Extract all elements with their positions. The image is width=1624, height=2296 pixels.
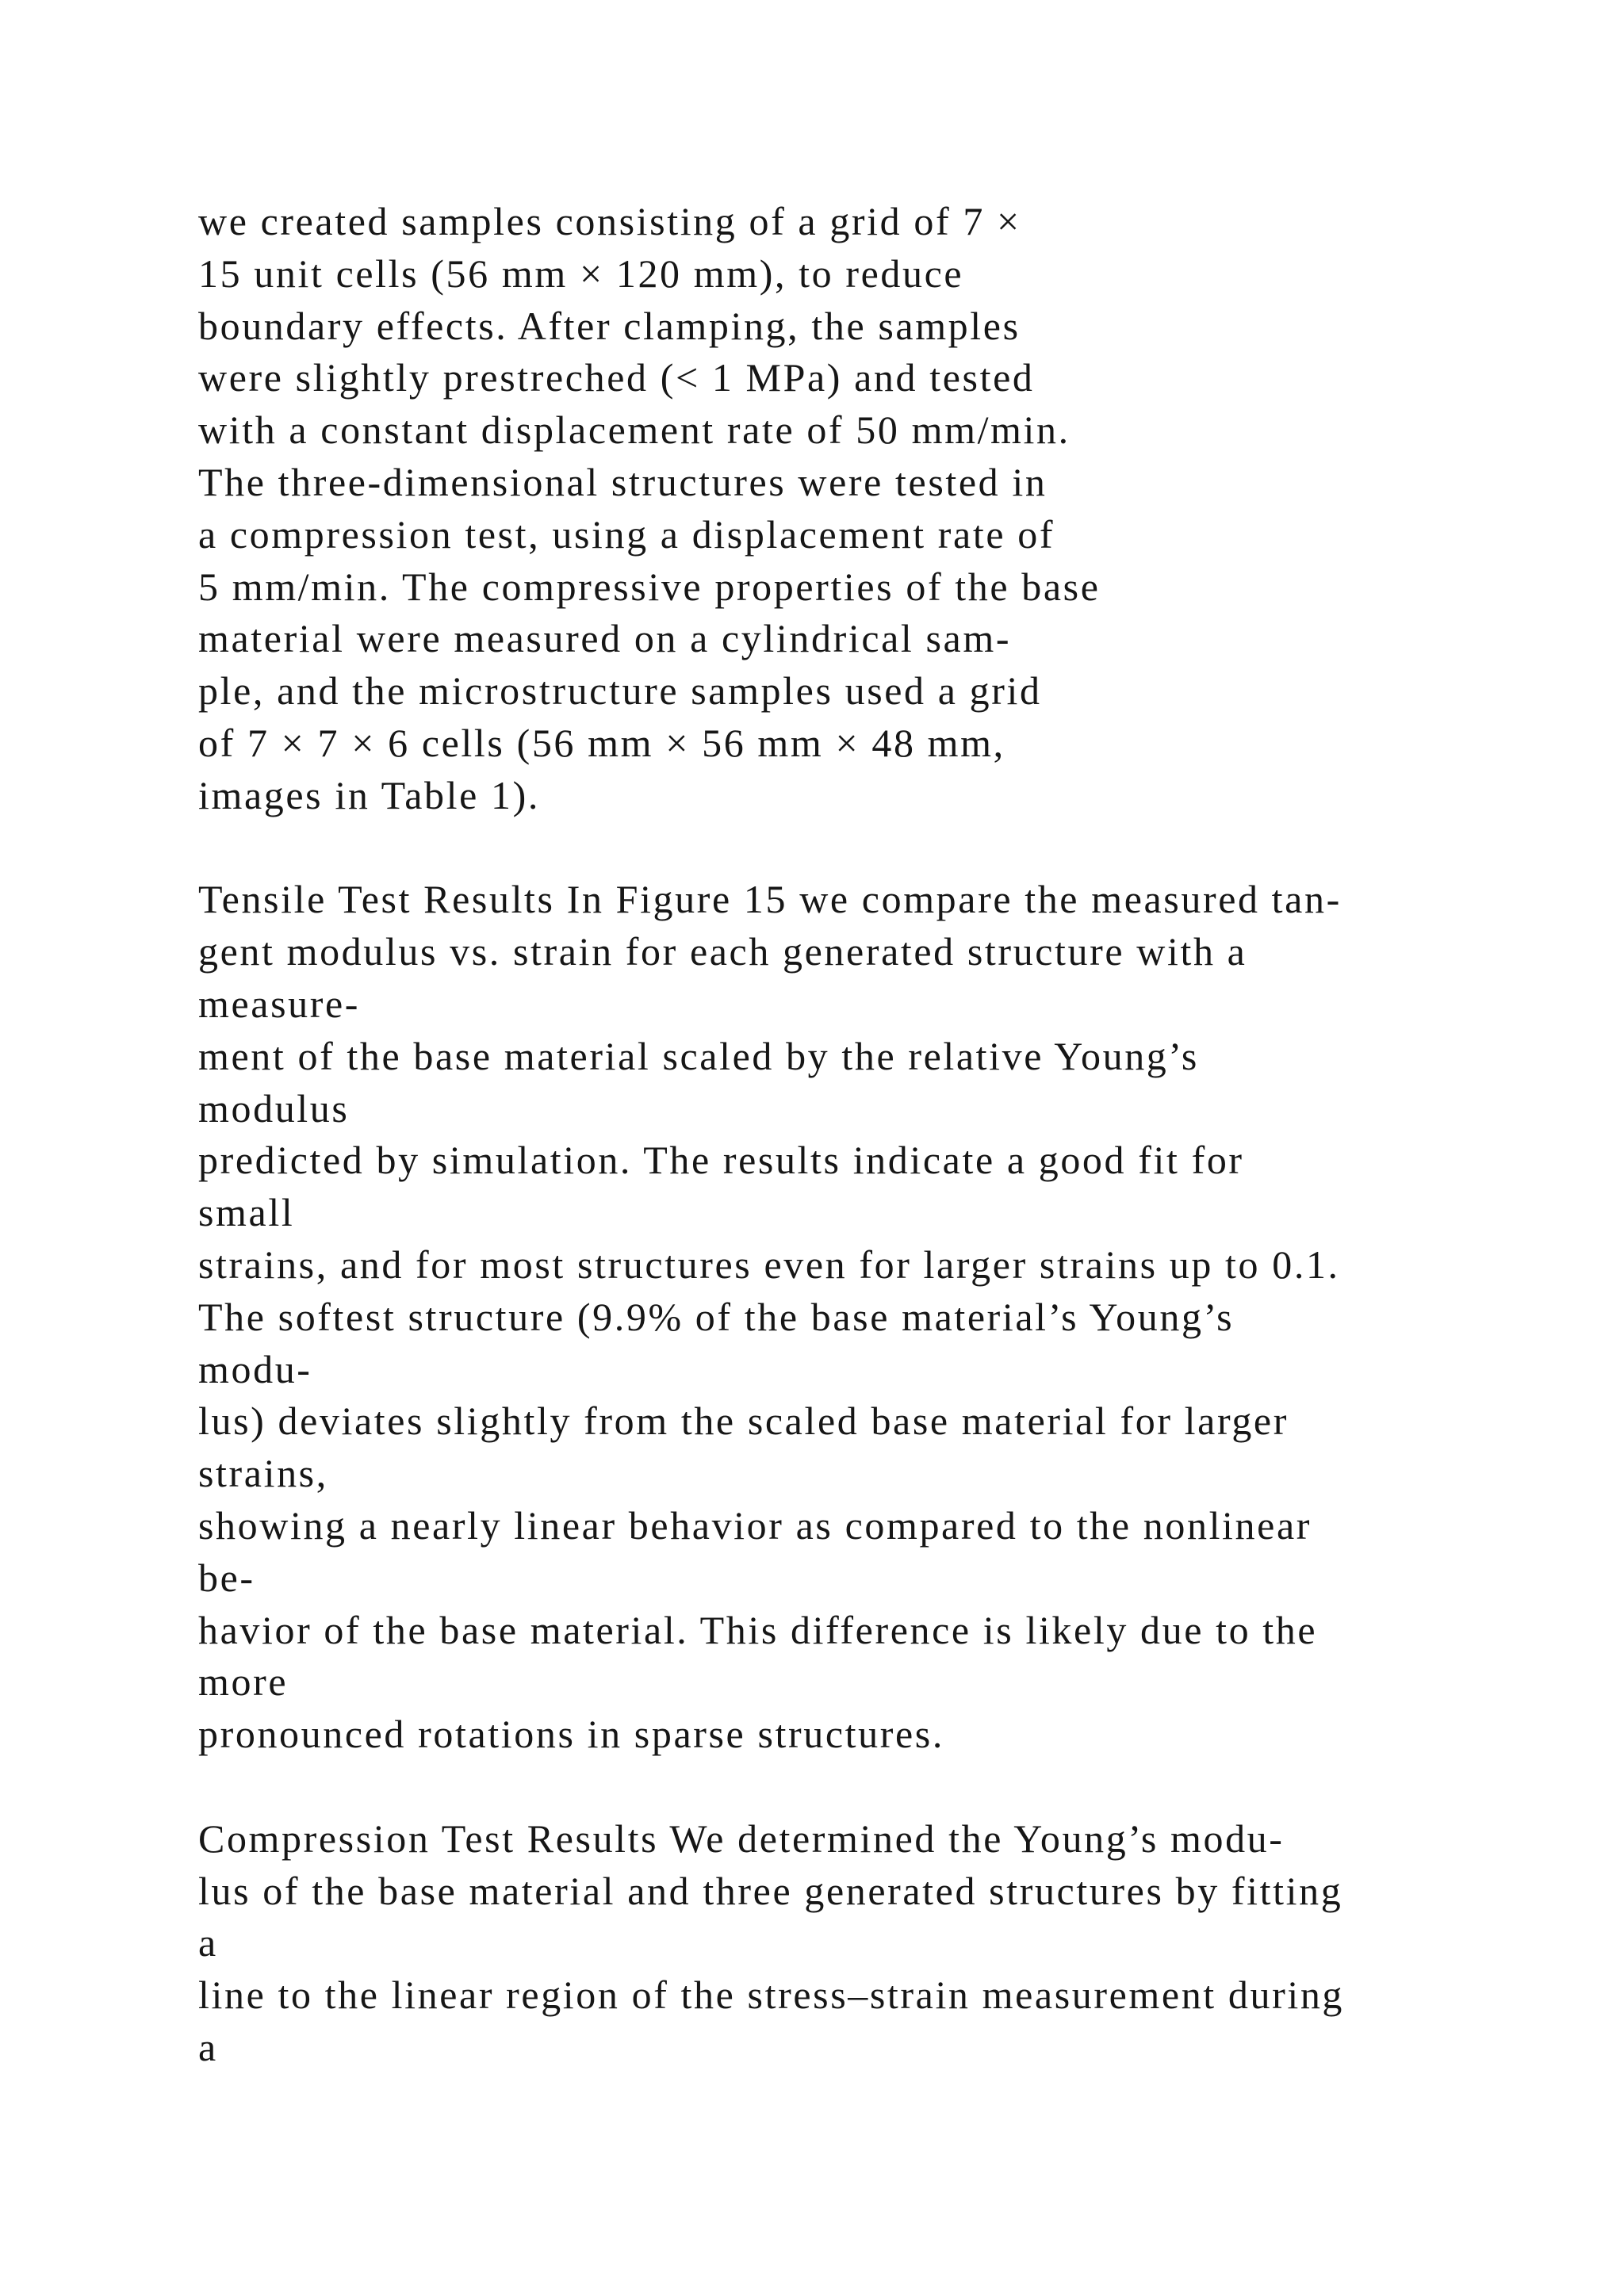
text-line: Compression Test Results We determined the Young’s modu- [198, 1816, 1285, 1861]
text-line: more [198, 1659, 289, 1705]
text-line: predicted by simulation. The results indicate a good fit for [198, 1138, 1244, 1183]
text-line: with a constant displacement rate of 50 mm/min. [198, 408, 1071, 453]
text-line: strains, and for most structures even for larger strains up to 0.1. [198, 1242, 1340, 1287]
text-line: modu- [198, 1346, 312, 1391]
text-line: images in Table 1). [198, 772, 540, 817]
text-line: lus of the base material and three generated structures by fitting [198, 1868, 1343, 1913]
text-line: small [198, 1190, 295, 1235]
paragraph-gap [198, 1761, 1610, 1813]
text-line: measure- [198, 981, 361, 1026]
text-line: ple, and the microstructure samples used a grid [198, 668, 1042, 714]
text-line: pronounced rotations in sparse structures. [198, 1712, 944, 1757]
text-line: 5 mm/min. The compressive properties of the base [198, 564, 1101, 609]
paragraph-tensile-test-results [198, 874, 1610, 1761]
text-line: The softest structure (9.9% of the base material’s Young’s [198, 1294, 1235, 1339]
text-line: modulus [198, 1085, 350, 1131]
text-line: 15 unit cells (56 mm × 120 mm), to reduce [198, 251, 964, 296]
text-line: a [198, 1920, 218, 1965]
text-line: were slightly prestreched (< 1 MPa) and tested [198, 355, 1035, 400]
text-line: a compression test, using a displacement rate of [198, 511, 1055, 557]
paragraph-compression-test-results [198, 1813, 1610, 2074]
text-line: gent modulus vs. strain for each generated structure with a [198, 929, 1247, 974]
text-line: ment of the base material scaled by the relative Young’s [198, 1033, 1199, 1078]
text-line: strains, [198, 1451, 328, 1496]
text-line: havior of the base material. This difference is likely due to the [198, 1607, 1318, 1652]
text-line: a [198, 2024, 218, 2069]
text-line: The three-dimensional structures were tested in [198, 459, 1048, 504]
text-line: Tensile Test Results In Figure 15 we compare the measured tan- [198, 877, 1342, 922]
text-line: boundary effects. After clamping, the samples [198, 303, 1021, 348]
paragraph-gap [198, 822, 1610, 874]
text-line: be- [198, 1555, 255, 1600]
text-line: material were measured on a cylindrical sam- [198, 616, 1012, 661]
text-line: we created samples consisting of a grid of 7 × [198, 199, 1021, 243]
text-line: lus) deviates slightly from the scaled base material for larger [198, 1399, 1289, 1444]
body-text [198, 196, 1610, 2074]
text-line: of 7 × 7 × 6 cells (56 mm × 56 mm × 48 mm, [198, 720, 1005, 765]
text-line: line to the linear region of the stress–strain measurement during [198, 1973, 1345, 2018]
paragraph-methods [198, 196, 1610, 822]
text-line: showing a nearly linear behavior as compared to the nonlinear [198, 1502, 1312, 1548]
